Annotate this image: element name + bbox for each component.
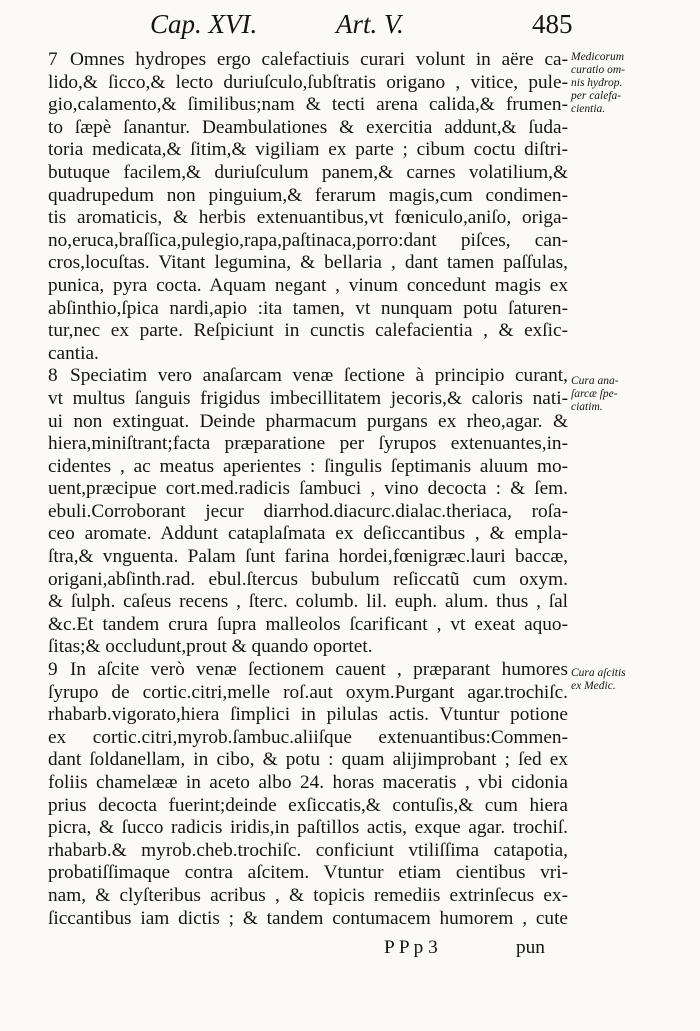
text-line: 7 Omnes hydropes ergo calefactiuis curari volunt in aëre ca-: [48, 49, 568, 70]
text-line: ſtra,& vnguenta. Palam ſunt farina hordei,fœnigræc.lauri baccæ,: [48, 546, 568, 568]
text-line: 9 In aſcite verò venæ ſectionem cauent , præparant humores: [48, 659, 568, 681]
signature-mark: P P p 3: [384, 937, 438, 958]
margin-note: Cura ana- ſarcæ ſpe- ciatim.: [571, 375, 619, 413]
margin-note: Medicorum curatio om- nis hydrop. per calefa- cientia.: [571, 51, 625, 115]
text-line: ui non extinguat. Deinde pharmacum purgans ex rheo,agar. &: [48, 410, 568, 432]
text-line: abſinthio,ſpica nardi,apio :ita tamen, vt nunquam potu ſaturen-: [48, 297, 568, 319]
text-line: cidentes , ac meatus aperientes : ſingulis ſeptimanis aluum mo-: [48, 455, 568, 477]
main-text: [48, 49, 568, 930]
page-footer: [384, 935, 564, 961]
text-line: rhabarb.& myrob.cheb.trochiſc. conficiunt vtiliſſima catapotia,: [48, 839, 568, 861]
paragraph-number: 9: [48, 659, 58, 681]
text-line: dant ſoldanellam, in cibo, & potu : quam alijimprobant ; ſed ex: [48, 749, 568, 771]
text-line: probatiſſimaque contra aſcitem. Vtuntur etiam cientibus vri-: [48, 862, 568, 884]
text-line: ex cortic.citri,myrob.ſambuc.aliiſque extenuantibus:Commen-: [48, 726, 568, 748]
catchword: pun: [516, 937, 545, 958]
article-heading: Art. V.: [336, 9, 404, 39]
text-line: & ſulph. caſeus recens , ſterc. columb. lil. euph. alum. thus , ſal: [48, 591, 568, 613]
text-line: origani,abſinth.rad. ebul.ſtercus bubulum reſiccatũ cum oxym.: [48, 568, 568, 590]
text-line: lido,& ſicco,& lecto duriuſculo,ſubſtratis origano , vitice, pule-: [48, 71, 568, 93]
text-line: butuque facilem,& duriuſculum panem,& carnes volatilium,&: [48, 161, 568, 183]
text-line: rhabarb.vigorato,hiera ſimplici in pilulas actis. Vtuntur potione: [48, 704, 568, 726]
page-number: 485: [532, 9, 573, 39]
text-line: punica, pyra cocta. Aquam negant , vinum concedunt magis ex: [48, 274, 568, 296]
text-line: to ſæpè ſanantur. Deambulationes & exercitia addunt,& ſuda-: [48, 116, 568, 138]
text-line: gio,calamento,& ſimilibus;nam & tecti arena calida,& frumen-: [48, 94, 568, 116]
text-line: prius decocta fuerint;deinde exſiccatis,& contuſis,& cum hiera: [48, 794, 568, 816]
paragraph-number: 7: [48, 49, 58, 70]
text-line: 8 Speciatim vero anaſarcam venæ ſectione à principio curant,: [48, 365, 568, 387]
text-line: ſyrupo de cortic.citri,melle roſ.aut oxym.Purgant agar.trochiſc.: [48, 681, 568, 703]
text-line: cantia.: [48, 342, 99, 364]
chapter-heading: Cap. XVI.: [150, 9, 258, 39]
text-line: tur,nec ex parte. Reſpiciunt in cunctis calefacientia , & exſic-: [48, 320, 568, 342]
text-line: ebuli.Corroborant jecur diarrhod.diacurc.dialac.theriaca, roſa-: [48, 500, 568, 522]
text-line: no,eruca,braſſica,pulegio,rapa,paſtinaca,porro:dant piſces, can-: [48, 229, 568, 251]
text-line: toria medicata,& ſitim,& vigiliam ex parte ; cibum coctu diſtri-: [48, 139, 568, 161]
text-line: foliis chamelææ in aceto albo 24. horas maceratis , vbi cidonia: [48, 772, 568, 793]
margin-note: Cura aſcitis ex Medic.: [571, 667, 626, 692]
text-line: hiera,miniſtrant;facta præparatione per ſyrupos extenuantes,in-: [48, 433, 568, 455]
text-line: ſitas;& occludunt,prout & quando oportet.: [48, 636, 373, 658]
text-line: ceo aromate. Addunt cataplaſmata ex deſiccantibus , & empla-: [48, 523, 568, 545]
text-line: nam, & clyſteribus acribus , & topicis remediis extrinſecus ex-: [48, 884, 568, 906]
text-line: &c.Et tandem crura ſupra malleolos ſcarificant , vt exeat aquo-: [48, 613, 568, 635]
text-line: picra, & ſucco radicis iridis,in paſtillos actis, exque agar. trochiſ.: [48, 817, 568, 839]
text-line: vt multus ſanguis frigidus imbecillitatem jecoris,& caloris nati-: [48, 387, 568, 409]
paragraph-number: 8: [48, 365, 58, 387]
text-line: tis aromaticis, & herbis extenuantibus,vt fœniculo,aniſo, origa-: [48, 207, 568, 229]
text-line: quadrupedum non pinguium,& ferarum magis,cum condimen-: [48, 184, 568, 206]
running-header: [150, 8, 580, 40]
text-line: cros,locuſtas. Vitant legumina, & bellaria , dant tamen paſſulas,: [48, 252, 568, 274]
text-line: ſiccantibus iam dictis ; & tandem contumacem humorem , cute: [48, 907, 568, 929]
text-line: uent,præcipue cort.med.radicis ſambuci , vino decocta : & ſem.: [48, 478, 568, 500]
